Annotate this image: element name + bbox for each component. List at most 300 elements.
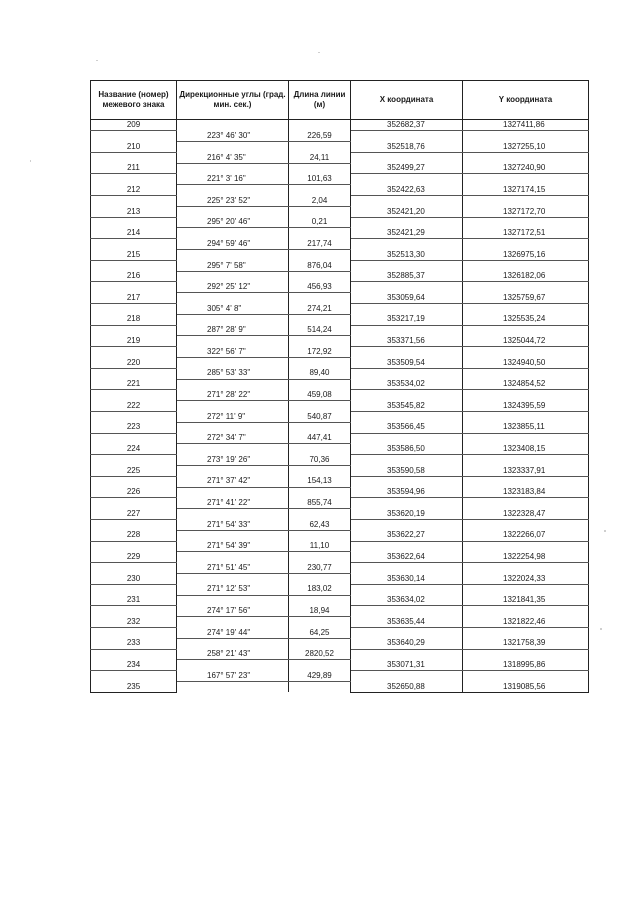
- x-coordinate-cell: [351, 174, 463, 185]
- table-row: [91, 131, 589, 142]
- y-coordinate-cell: [463, 671, 589, 682]
- point-name: 231: [91, 595, 177, 606]
- point-name-cell: [91, 196, 177, 207]
- table-row: [91, 358, 589, 369]
- point-name: 232: [91, 617, 177, 628]
- table-row: [91, 282, 589, 293]
- point-name-cell: [91, 606, 177, 617]
- x-coordinate-cell: [351, 390, 463, 401]
- length-cell: [289, 228, 351, 239]
- y-coordinate: 1327411,86: [463, 120, 589, 131]
- x-coordinate: 352422,63: [351, 185, 463, 196]
- direction-cell: [177, 530, 289, 541]
- x-coordinate-cell: [351, 131, 463, 142]
- x-coordinate-cell: [351, 649, 463, 660]
- x-coordinate: 353371,56: [351, 336, 463, 347]
- table-row: [91, 530, 589, 541]
- length-cell: [289, 487, 351, 498]
- x-coordinate-cell: [351, 519, 463, 530]
- direction-cell: [177, 336, 289, 347]
- y-coordinate-cell: [463, 433, 589, 444]
- point-name-cell: [91, 152, 177, 163]
- point-name-cell: [91, 519, 177, 530]
- direction-angle: 294° 59' 46": [177, 239, 289, 250]
- scan-speck: [30, 160, 31, 162]
- header-x: X координата: [351, 81, 463, 120]
- direction-cell: [177, 422, 289, 433]
- point-name-cell: [91, 368, 177, 379]
- x-coordinate: 353640,29: [351, 638, 463, 649]
- point-name: 223: [91, 422, 177, 433]
- direction-angle: 274° 17' 56": [177, 606, 289, 617]
- table-row: [91, 660, 589, 671]
- point-name: 217: [91, 293, 177, 304]
- length-cell: [289, 530, 351, 541]
- point-name: 219: [91, 336, 177, 347]
- point-name: 218: [91, 314, 177, 325]
- x-coordinate: 353622,27: [351, 530, 463, 541]
- line-length: 274,21: [289, 304, 351, 315]
- line-length: 62,43: [289, 519, 351, 530]
- point-name-cell: [91, 347, 177, 358]
- x-coordinate-cell: [351, 455, 463, 466]
- table-row: [91, 476, 589, 487]
- direction-angle: 271° 54' 33": [177, 519, 289, 530]
- x-coordinate: 353635,44: [351, 617, 463, 628]
- point-name: 224: [91, 444, 177, 455]
- length-cell: [289, 206, 351, 217]
- table-row: [91, 120, 589, 131]
- table-row: [91, 444, 589, 455]
- point-name-cell: [91, 390, 177, 401]
- length-cell: [289, 466, 351, 477]
- line-length: 18,94: [289, 606, 351, 617]
- x-coordinate-cell: [351, 282, 463, 293]
- y-coordinate-cell: [463, 239, 589, 250]
- y-coordinate-cell: [463, 455, 589, 466]
- direction-cell: [177, 595, 289, 606]
- x-coordinate-cell: [351, 260, 463, 271]
- x-coordinate-cell: [351, 347, 463, 358]
- scan-speck: [96, 60, 98, 61]
- y-coordinate-cell: [463, 649, 589, 660]
- point-name-cell: [91, 584, 177, 595]
- y-coordinate: 1322254,98: [463, 552, 589, 563]
- table-row: [91, 206, 589, 217]
- y-coordinate: 1322328,47: [463, 509, 589, 520]
- y-coordinate-cell: [463, 476, 589, 487]
- x-coordinate-cell: [351, 304, 463, 315]
- y-coordinate-cell: [463, 627, 589, 638]
- y-coordinate-cell: [463, 196, 589, 207]
- y-coordinate-cell: [463, 152, 589, 163]
- header-direction: Дирекционные углы (град. мин. сек.): [177, 81, 289, 120]
- x-coordinate: 352885,37: [351, 271, 463, 282]
- direction-cell: [177, 358, 289, 369]
- line-length: 0,21: [289, 217, 351, 228]
- direction-angle: 216° 4' 35": [177, 152, 289, 163]
- direction-cell: [177, 293, 289, 304]
- y-coordinate-cell: [463, 325, 589, 336]
- table-row: [91, 368, 589, 379]
- direction-cell: [177, 271, 289, 282]
- table-row: [91, 638, 589, 649]
- direction-cell: [177, 379, 289, 390]
- point-name-cell: [91, 498, 177, 509]
- point-name: 213: [91, 206, 177, 217]
- table-row: [91, 563, 589, 574]
- y-coordinate: 1327255,10: [463, 142, 589, 153]
- y-coordinate: 1322024,33: [463, 573, 589, 584]
- direction-cell: [177, 573, 289, 584]
- y-coordinate-cell: [463, 541, 589, 552]
- line-length: 456,93: [289, 282, 351, 293]
- y-coordinate-cell: [463, 606, 589, 617]
- x-coordinate-cell: [351, 368, 463, 379]
- direction-cell: [177, 314, 289, 325]
- line-length: 855,74: [289, 498, 351, 509]
- table-row: [91, 422, 589, 433]
- x-coordinate-cell: [351, 671, 463, 682]
- direction-angle: 258° 21' 43": [177, 649, 289, 660]
- table-row: [91, 584, 589, 595]
- header-y: Y координата: [463, 81, 589, 120]
- line-length: 64,25: [289, 627, 351, 638]
- x-coordinate-cell: [351, 239, 463, 250]
- y-coordinate: 1327174,15: [463, 185, 589, 196]
- scan-speck: [600, 628, 602, 630]
- length-cell: [289, 358, 351, 369]
- line-length: 540,87: [289, 412, 351, 423]
- point-name-cell: [91, 131, 177, 142]
- line-length: 514,24: [289, 325, 351, 336]
- direction-cell: [177, 660, 289, 671]
- length-cell: [289, 163, 351, 174]
- direction-angle: 272° 34' 7": [177, 433, 289, 444]
- line-length: 89,40: [289, 368, 351, 379]
- line-length: 217,74: [289, 239, 351, 250]
- x-coordinate-cell: [351, 606, 463, 617]
- table-row: [91, 671, 589, 682]
- y-coordinate: 1322266,07: [463, 530, 589, 541]
- direction-angle: 273° 19' 26": [177, 455, 289, 466]
- length-cell: [289, 271, 351, 282]
- y-coordinate: 1319085,56: [463, 681, 589, 692]
- point-name: 222: [91, 401, 177, 412]
- point-name-cell: [91, 217, 177, 228]
- y-coordinate-cell: [463, 563, 589, 574]
- direction-angle: 274° 19' 44": [177, 627, 289, 638]
- table-row: [91, 379, 589, 390]
- x-coordinate: 353071,31: [351, 660, 463, 671]
- y-coordinate: 1327172,51: [463, 228, 589, 239]
- table-row: [91, 250, 589, 261]
- x-coordinate-cell: [351, 196, 463, 207]
- length-cell: [289, 250, 351, 261]
- length-cell: [289, 638, 351, 649]
- line-length: 2,04: [289, 196, 351, 207]
- direction-cell: [177, 142, 289, 153]
- table-row: [91, 552, 589, 563]
- x-coordinate: 353566,45: [351, 422, 463, 433]
- point-name: 234: [91, 660, 177, 671]
- x-coordinate-cell: [351, 563, 463, 574]
- length-cell: [289, 681, 351, 692]
- point-name: 215: [91, 250, 177, 261]
- boundary-coordinates-table: [90, 80, 589, 693]
- table-row: [91, 541, 589, 552]
- point-name: 209: [91, 120, 177, 131]
- x-coordinate: 352421,29: [351, 228, 463, 239]
- direction-cell: [177, 487, 289, 498]
- length-cell: [289, 120, 351, 131]
- scan-speck: [318, 52, 320, 53]
- point-name: 212: [91, 185, 177, 196]
- direction-angle: 271° 37' 42": [177, 476, 289, 487]
- table-row: [91, 228, 589, 239]
- y-coordinate-cell: [463, 282, 589, 293]
- x-coordinate: 353594,96: [351, 487, 463, 498]
- direction-cell: [177, 552, 289, 563]
- line-length: 226,59: [289, 131, 351, 142]
- table-header-row: [91, 81, 589, 120]
- y-coordinate: 1325535,24: [463, 314, 589, 325]
- table-row: [91, 433, 589, 444]
- direction-angle: 271° 51' 45": [177, 563, 289, 574]
- table-row: [91, 627, 589, 638]
- direction-cell: [177, 185, 289, 196]
- x-coordinate-cell: [351, 627, 463, 638]
- point-name-cell: [91, 260, 177, 271]
- x-coordinate: 353509,54: [351, 358, 463, 369]
- table-body: [91, 120, 589, 693]
- point-name-cell: [91, 239, 177, 250]
- point-name: 226: [91, 487, 177, 498]
- direction-angle: 305° 4' 8": [177, 304, 289, 315]
- line-length: 447,41: [289, 433, 351, 444]
- table-row: [91, 314, 589, 325]
- x-coordinate-cell: [351, 433, 463, 444]
- line-length: 172,92: [289, 347, 351, 358]
- line-length: 24,11: [289, 152, 351, 163]
- table-row: [91, 455, 589, 466]
- table-row: [91, 681, 589, 692]
- point-name-cell: [91, 455, 177, 466]
- x-coordinate: 352650,88: [351, 681, 463, 692]
- line-length: 183,02: [289, 584, 351, 595]
- x-coordinate: 353590,58: [351, 466, 463, 477]
- line-length: 2820,52: [289, 649, 351, 660]
- table-row: [91, 271, 589, 282]
- x-coordinate: 352518,76: [351, 142, 463, 153]
- x-coordinate: 352499,27: [351, 163, 463, 174]
- y-coordinate: 1321822,46: [463, 617, 589, 628]
- point-name: 225: [91, 466, 177, 477]
- point-name-cell: [91, 282, 177, 293]
- x-coordinate-cell: [351, 584, 463, 595]
- header-length: Длина линии (м): [289, 81, 351, 120]
- y-coordinate: 1323855,11: [463, 422, 589, 433]
- direction-cell: [177, 401, 289, 412]
- point-name-cell: [91, 649, 177, 660]
- direction-cell: [177, 120, 289, 131]
- scan-speck: [604, 530, 606, 532]
- length-cell: [289, 617, 351, 628]
- point-name-cell: [91, 412, 177, 423]
- direction-angle: 295° 7' 58": [177, 260, 289, 271]
- point-name: 227: [91, 509, 177, 520]
- table-row: [91, 336, 589, 347]
- direction-cell: [177, 206, 289, 217]
- length-cell: [289, 336, 351, 347]
- x-coordinate-cell: [351, 498, 463, 509]
- point-name: 220: [91, 358, 177, 369]
- y-coordinate: 1321758,39: [463, 638, 589, 649]
- point-name-cell: [91, 325, 177, 336]
- y-coordinate-cell: [463, 498, 589, 509]
- direction-angle: 271° 41' 22": [177, 498, 289, 509]
- length-cell: [289, 573, 351, 584]
- x-coordinate-cell: [351, 325, 463, 336]
- point-name: 233: [91, 638, 177, 649]
- table-row: [91, 401, 589, 412]
- direction-angle: 225° 23' 52": [177, 196, 289, 207]
- x-coordinate: 353545,82: [351, 401, 463, 412]
- y-coordinate-cell: [463, 519, 589, 530]
- direction-cell: [177, 228, 289, 239]
- table-row: [91, 487, 589, 498]
- y-coordinate: 1325044,72: [463, 336, 589, 347]
- line-length: 429,89: [289, 671, 351, 682]
- x-coordinate: 353586,50: [351, 444, 463, 455]
- direction-cell: [177, 444, 289, 455]
- point-name: 210: [91, 142, 177, 153]
- table-row: [91, 347, 589, 358]
- point-name-cell: [91, 627, 177, 638]
- table-row: [91, 304, 589, 315]
- y-coordinate: 1318995,86: [463, 660, 589, 671]
- x-coordinate-cell: [351, 152, 463, 163]
- table-row: [91, 163, 589, 174]
- x-coordinate: 353622,64: [351, 552, 463, 563]
- y-coordinate-cell: [463, 131, 589, 142]
- point-name: 230: [91, 573, 177, 584]
- table-row: [91, 390, 589, 401]
- point-name-cell: [91, 563, 177, 574]
- point-name: 216: [91, 271, 177, 282]
- direction-angle: 272° 11' 9": [177, 412, 289, 423]
- direction-angle: 221° 3' 16": [177, 174, 289, 185]
- table-row: [91, 509, 589, 520]
- length-cell: [289, 185, 351, 196]
- direction-cell: [177, 163, 289, 174]
- point-name: 235: [91, 681, 177, 692]
- x-coordinate: 353634,02: [351, 595, 463, 606]
- line-length: 230,77: [289, 563, 351, 574]
- y-coordinate: 1324940,50: [463, 358, 589, 369]
- line-length: 876,04: [289, 260, 351, 271]
- y-coordinate: 1327240,90: [463, 163, 589, 174]
- table-row: [91, 498, 589, 509]
- y-coordinate-cell: [463, 584, 589, 595]
- point-name-cell: [91, 433, 177, 444]
- direction-angle: 295° 20' 46": [177, 217, 289, 228]
- x-coordinate: 353534,02: [351, 379, 463, 390]
- x-coordinate: 352421,20: [351, 206, 463, 217]
- direction-cell: [177, 466, 289, 477]
- direction-angle: 271° 54' 39": [177, 541, 289, 552]
- table-row: [91, 174, 589, 185]
- point-name: 229: [91, 552, 177, 563]
- length-cell: [289, 444, 351, 455]
- y-coordinate-cell: [463, 390, 589, 401]
- x-coordinate: 353217,19: [351, 314, 463, 325]
- table-row: [91, 196, 589, 207]
- x-coordinate: 353630,14: [351, 573, 463, 584]
- table-row: [91, 293, 589, 304]
- table-row: [91, 466, 589, 477]
- x-coordinate: 353620,19: [351, 509, 463, 520]
- y-coordinate-cell: [463, 347, 589, 358]
- length-cell: [289, 660, 351, 671]
- table-row: [91, 239, 589, 250]
- x-coordinate-cell: [351, 412, 463, 423]
- table-row: [91, 573, 589, 584]
- length-cell: [289, 595, 351, 606]
- direction-cell: [177, 509, 289, 520]
- point-name: 228: [91, 530, 177, 541]
- length-cell: [289, 509, 351, 520]
- line-length: 70,36: [289, 455, 351, 466]
- y-coordinate: 1326182,06: [463, 271, 589, 282]
- direction-angle: 292° 25' 12": [177, 282, 289, 293]
- y-coordinate-cell: [463, 368, 589, 379]
- direction-angle: 223° 46' 30": [177, 131, 289, 142]
- table-row: [91, 595, 589, 606]
- line-length: 101,63: [289, 174, 351, 185]
- point-name: 221: [91, 379, 177, 390]
- x-coordinate-cell: [351, 476, 463, 487]
- length-cell: [289, 142, 351, 153]
- direction-cell: [177, 638, 289, 649]
- line-length: 11,10: [289, 541, 351, 552]
- length-cell: [289, 422, 351, 433]
- y-coordinate: 1323408,15: [463, 444, 589, 455]
- length-cell: [289, 293, 351, 304]
- y-coordinate-cell: [463, 217, 589, 228]
- x-coordinate: 353059,64: [351, 293, 463, 304]
- length-cell: [289, 401, 351, 412]
- y-coordinate-cell: [463, 304, 589, 315]
- y-coordinate-cell: [463, 174, 589, 185]
- y-coordinate: 1324854,52: [463, 379, 589, 390]
- x-coordinate-cell: [351, 217, 463, 228]
- point-name-cell: [91, 174, 177, 185]
- point-name-cell: [91, 476, 177, 487]
- x-coordinate: 352682,37: [351, 120, 463, 131]
- table-row: [91, 325, 589, 336]
- table-row: [91, 142, 589, 153]
- table-row: [91, 519, 589, 530]
- y-coordinate: 1326975,16: [463, 250, 589, 261]
- point-name: 211: [91, 163, 177, 174]
- y-coordinate: 1325759,67: [463, 293, 589, 304]
- y-coordinate: 1327172,70: [463, 206, 589, 217]
- direction-angle: 271° 12' 53": [177, 584, 289, 595]
- table-row: [91, 606, 589, 617]
- direction-cell: [177, 617, 289, 628]
- point-name-cell: [91, 541, 177, 552]
